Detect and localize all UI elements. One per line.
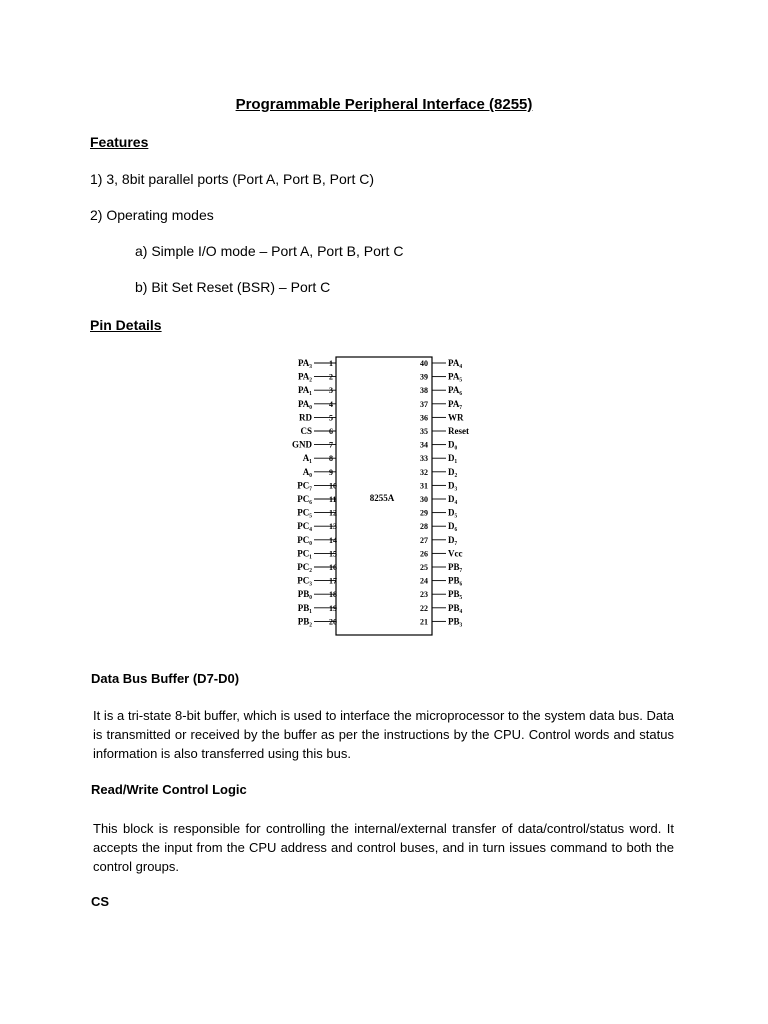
pin-number: 5 (329, 413, 333, 423)
pin-name: PC₄ (297, 521, 312, 532)
pin-number: 20 (329, 617, 337, 627)
features-heading: Features (90, 134, 149, 150)
pin-number: 40 (420, 359, 428, 368)
pin-number: 23 (420, 590, 428, 600)
chip-label: 8255A (369, 493, 395, 503)
left-pin (297, 576, 337, 586)
pin-name: PB₅ (448, 589, 463, 600)
pin-number: 16 (329, 563, 337, 572)
pin-name: PC₁ (297, 548, 312, 559)
left-pin (297, 521, 337, 531)
pin-number: 36 (420, 413, 428, 423)
pin-number: 35 (420, 427, 428, 436)
right-pin (420, 589, 463, 599)
pin-number: 9 (329, 467, 333, 477)
left-pin (303, 467, 336, 477)
pin-number: 24 (420, 576, 428, 586)
page-title: Programmable Peripheral Interface (8255) (235, 96, 533, 113)
left-pin (303, 453, 336, 463)
pin-name: D₄ (448, 494, 458, 504)
data-bus-heading: Data Bus Buffer (D7-D0) (91, 671, 240, 686)
pin-number: 8 (329, 454, 333, 464)
pin-number: 21 (420, 617, 428, 627)
pin-number: 11 (329, 495, 337, 504)
pin-number: 29 (420, 508, 428, 518)
pin-name: D₅ (448, 507, 458, 518)
right-pin (420, 426, 469, 436)
left-pin (297, 508, 337, 518)
pin-name: PB₆ (448, 575, 463, 586)
pin-number: 17 (329, 576, 337, 586)
pin-name: PB₀ (297, 589, 312, 600)
pin-number: 10 (329, 481, 337, 491)
pin-name: RD (299, 412, 312, 423)
left-pin (297, 562, 337, 572)
pin-name: D₃ (448, 480, 458, 491)
right-pin (420, 508, 457, 518)
pin-name: PC₂ (297, 562, 312, 572)
pin-number: 37 (420, 399, 428, 409)
pin-name: A₁ (302, 453, 312, 464)
left-pin (298, 385, 336, 395)
pin-details-heading: Pin Details (90, 317, 162, 333)
pin-name: A₀ (302, 466, 312, 477)
right-pin (420, 603, 463, 613)
pin-name: PB₄ (448, 602, 463, 613)
pin-name: PA₇ (448, 398, 463, 409)
feature-item-2: 2) Operating modes (90, 207, 214, 223)
pin-name: PA₂ (297, 371, 312, 382)
left-pin (297, 494, 336, 504)
right-pin (420, 412, 464, 422)
right-pin (420, 521, 457, 531)
pin-number: 27 (420, 535, 428, 545)
pin-number: 32 (420, 467, 428, 477)
right-pin (420, 576, 463, 586)
pin-name: PC₃ (297, 575, 312, 586)
pin-number: 18 (329, 590, 337, 600)
right-pin (420, 358, 462, 368)
right-pin (420, 399, 462, 409)
pin-name: D₂ (448, 466, 458, 477)
rw-control-heading: Read/Write Control Logic (91, 782, 247, 797)
right-pin (420, 616, 463, 626)
pin-name: D₇ (448, 534, 458, 545)
left-pin (297, 535, 337, 545)
pin-name: PA₃ (297, 358, 312, 368)
right-pin (420, 372, 462, 382)
pin-number: 3 (329, 386, 333, 396)
pin-number: 1 (329, 359, 333, 368)
pin-name: PB₁ (297, 602, 312, 613)
right-pin (420, 467, 457, 477)
pin-number: 33 (420, 454, 428, 464)
left-pin (292, 440, 336, 450)
pin-name: WR (448, 412, 464, 423)
pin-number: 13 (329, 522, 337, 532)
pin-number: 14 (329, 535, 337, 545)
left-pin (297, 548, 337, 558)
pin-number: 26 (420, 549, 428, 559)
mode-item-a: a) Simple I/O mode – Port A, Port B, Port C (135, 243, 404, 259)
pin-name: CS (300, 426, 312, 436)
pin-name: GND (292, 439, 312, 450)
pin-name: D₁ (448, 453, 458, 464)
mode-item-b: b) Bit Set Reset (BSR) – Port C (135, 279, 331, 295)
pin-number: 2 (329, 372, 333, 382)
left-pin (298, 616, 337, 626)
pin-number: 7 (329, 440, 333, 450)
pin-number: 38 (420, 386, 428, 396)
pin-name: PC₇ (297, 480, 312, 491)
pin-number: 30 (420, 495, 428, 504)
pin-name: D₆ (448, 521, 458, 532)
pin-name: Reset (448, 426, 469, 436)
right-pin (420, 480, 457, 490)
pin-number: 28 (420, 522, 428, 532)
right-pin (420, 535, 457, 545)
pin-name: D₀ (448, 439, 458, 450)
pin-name: PC₅ (297, 507, 312, 518)
right-pin (420, 562, 463, 572)
rw-control-paragraph: This block is responsible for controlling the internal/external transfer of data/control/status word. It accepts the input from the CPU address and control buses, and in turn issues command to both the control groups. (93, 821, 674, 874)
right-pin (420, 453, 457, 463)
pin-number: 12 (329, 508, 337, 518)
pin-number: 31 (420, 481, 428, 491)
pin-name: PA₄ (448, 358, 463, 368)
pin-number: 25 (420, 563, 428, 572)
right-pin (420, 494, 457, 504)
pin-name: PC₆ (297, 494, 312, 504)
pin-number: 15 (329, 549, 337, 559)
pin-diagram (286, 354, 486, 639)
left-pin (298, 603, 337, 613)
pin-number: 19 (329, 603, 337, 613)
pin-number: 34 (420, 440, 428, 450)
pin-name: Vcc (448, 548, 463, 559)
left-pin (298, 399, 336, 409)
pin-number: 22 (420, 603, 428, 613)
left-pin (298, 372, 336, 382)
pin-name: PA₆ (448, 385, 463, 396)
pin-number: 4 (329, 399, 333, 409)
cs-heading: CS (91, 894, 110, 909)
pin-name: PB₇ (448, 562, 463, 572)
pin-name: PA₅ (448, 371, 463, 382)
pin-name: PB₃ (448, 616, 463, 627)
left-pin (299, 412, 336, 422)
pin-number: 39 (420, 372, 428, 382)
right-pin (420, 548, 463, 558)
left-pin (298, 358, 336, 368)
pin-name: PA₁ (297, 385, 312, 396)
pin-name: PB₂ (297, 616, 312, 627)
left-pin (298, 589, 337, 599)
pin-name: PC₀ (297, 534, 312, 545)
left-pin (300, 426, 336, 436)
left-pin (297, 480, 337, 490)
right-pin (420, 440, 457, 450)
data-bus-paragraph: It is a tri-state 8-bit buffer, which is used to interface the microprocessor to the system data bus. Data is transmitted or received by the buffer as per the instructions by the CPU. Control words and status information is also transferred using this bus. (93, 708, 674, 761)
feature-item-1: 1) 3, 8bit parallel ports (Port A, Port B, Port C) (90, 171, 374, 187)
pin-name: PA₀ (297, 398, 312, 409)
right-pin (420, 385, 462, 395)
pin-number: 6 (329, 427, 333, 436)
